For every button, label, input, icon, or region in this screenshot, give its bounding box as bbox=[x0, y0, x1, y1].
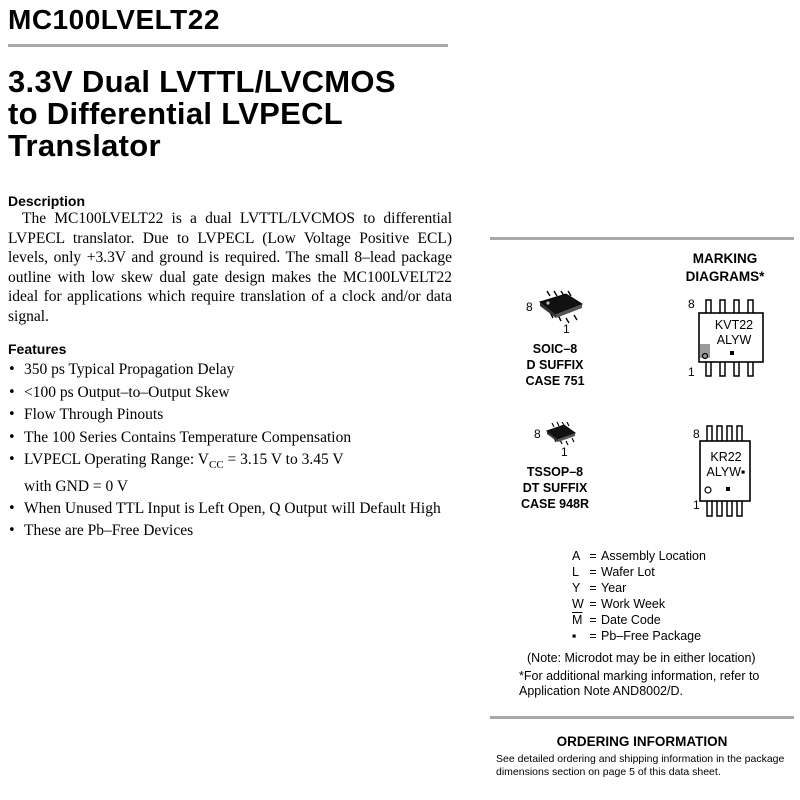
description-heading: Description bbox=[8, 193, 86, 209]
feature-item: • <100 ps Output–to–Output Skew bbox=[8, 382, 468, 405]
soic-diagram-pin-8-label: 8 bbox=[688, 297, 695, 311]
legend-key: Y bbox=[572, 581, 581, 595]
marking-rule bbox=[490, 237, 794, 240]
tssop-mark-line-1: KR22 bbox=[710, 450, 742, 464]
title-line-2: to Differential LVPECL bbox=[8, 96, 343, 131]
microdot-note: (Note: Microdot may be in either location) bbox=[527, 651, 756, 665]
description-body: The MC100LVELT22 is a dual LVTTL/LVCMOS to differential LVPECL translator. Due to LVPECL (Low Voltage Positive ECL) levels, only +3.3V and ground is required. The small 8–lead package outline with low skew dual gate design makes the MC100LVELT22 ideal for applications which require translation of a clock and/or data signal. bbox=[8, 210, 452, 325]
tssop-pin-1-label: 1 bbox=[561, 445, 568, 459]
title-line-1: 3.3V Dual LVTTL/LVCMOS bbox=[8, 64, 396, 99]
legend-sep: = bbox=[589, 565, 597, 579]
features-heading: Features bbox=[8, 341, 67, 357]
marking-heading-line-1: MARKING bbox=[692, 251, 758, 266]
tssop-diagram-pin-8-label: 8 bbox=[693, 427, 700, 441]
legend-text: Year bbox=[601, 581, 627, 595]
legend-key: $\overline{M}$ bbox=[572, 613, 583, 627]
legend-text: Assembly Location bbox=[601, 549, 706, 563]
legend-key: A bbox=[572, 549, 581, 563]
tssop-8-package-icon bbox=[544, 422, 578, 446]
feature-item: • 350 ps Typical Propagation Delay bbox=[8, 359, 468, 382]
range-subscript: CC bbox=[208, 459, 224, 472]
soic-marking-text bbox=[708, 318, 760, 348]
legend-row bbox=[572, 548, 706, 564]
marking-heading-line-2: DIAGRAMS* bbox=[685, 269, 765, 284]
range-value: = 3.15 V to 3.45 V bbox=[223, 451, 344, 468]
marking-diagrams-heading bbox=[670, 250, 780, 286]
legend-row bbox=[572, 564, 706, 580]
soic-8-package-icon bbox=[536, 290, 586, 324]
tssop-suffix: DT SUFFIX bbox=[522, 481, 588, 495]
feature-item: • Flow Through Pinouts bbox=[8, 404, 468, 427]
tssop-name: TSSOP–8 bbox=[526, 465, 584, 479]
legend-text: Date Code bbox=[601, 613, 661, 627]
additional-marking-note: *For additional marking information, refer to Application Note AND8002/D. bbox=[519, 669, 760, 698]
legend-row bbox=[572, 628, 706, 644]
soic-case: CASE 751 bbox=[525, 374, 585, 388]
soic-mark-line-2: ALYW bbox=[716, 333, 752, 347]
feature-item: • The 100 Series Contains Temperature Compensation bbox=[8, 427, 468, 450]
legend-text: Wafer Lot bbox=[601, 565, 655, 579]
feature-item: • These are Pb–Free Devices bbox=[8, 520, 468, 543]
tssop-pin-8-label: 8 bbox=[534, 427, 541, 441]
soic-pin-8-label: 8 bbox=[526, 300, 533, 314]
legend-sep: = bbox=[589, 549, 597, 563]
legend-sep: = bbox=[589, 581, 597, 595]
feature-item-operating-range bbox=[8, 449, 468, 496]
legend-text: Pb–Free Package bbox=[601, 629, 702, 643]
tssop-case: CASE 948R bbox=[520, 497, 590, 511]
soic-diagram-pin-1-label: 1 bbox=[688, 365, 695, 379]
ordering-rule bbox=[490, 716, 794, 719]
legend-sep: = bbox=[589, 597, 597, 611]
legend-key: W bbox=[572, 597, 584, 611]
features-list bbox=[8, 359, 468, 543]
tssop-8-package-label bbox=[500, 464, 610, 512]
legend-row bbox=[572, 612, 706, 628]
legend-sep: = bbox=[589, 613, 597, 627]
title-line-3: Translator bbox=[8, 128, 161, 163]
ordering-body: See detailed ordering and shipping information in the package dimensions section on page 5 of this data sheet. bbox=[496, 753, 785, 778]
legend-key: ▪ bbox=[572, 629, 577, 643]
range-line-2: with GND = 0 V bbox=[24, 477, 129, 495]
legend-text: Work Week bbox=[601, 597, 666, 611]
feature-item: • When Unused TTL Input is Left Open, Q Output will Default High bbox=[8, 498, 468, 521]
legend-key: L bbox=[572, 565, 579, 579]
tssop-marking-text bbox=[700, 450, 752, 480]
range-label: LVPECL Operating Range: V bbox=[24, 451, 209, 468]
header-rule bbox=[8, 44, 448, 47]
marking-legend bbox=[572, 548, 706, 644]
soic-pin-1-label: 1 bbox=[563, 322, 570, 336]
legend-sep: = bbox=[589, 629, 597, 643]
soic-8-package-label bbox=[500, 341, 610, 389]
part-number: MC100LVELT22 bbox=[8, 4, 220, 35]
legend-row bbox=[572, 580, 706, 596]
tssop-mark-line-2: ALYW▪ bbox=[706, 465, 746, 479]
document-title bbox=[8, 66, 396, 162]
ordering-heading: ORDERING INFORMATION bbox=[556, 734, 728, 749]
soic-name: SOIC–8 bbox=[532, 342, 578, 356]
legend-row bbox=[572, 596, 706, 612]
soic-suffix: D SUFFIX bbox=[526, 358, 584, 372]
soic-mark-line-1: KVT22 bbox=[714, 318, 754, 332]
tssop-diagram-pin-1-label: 1 bbox=[693, 498, 700, 512]
